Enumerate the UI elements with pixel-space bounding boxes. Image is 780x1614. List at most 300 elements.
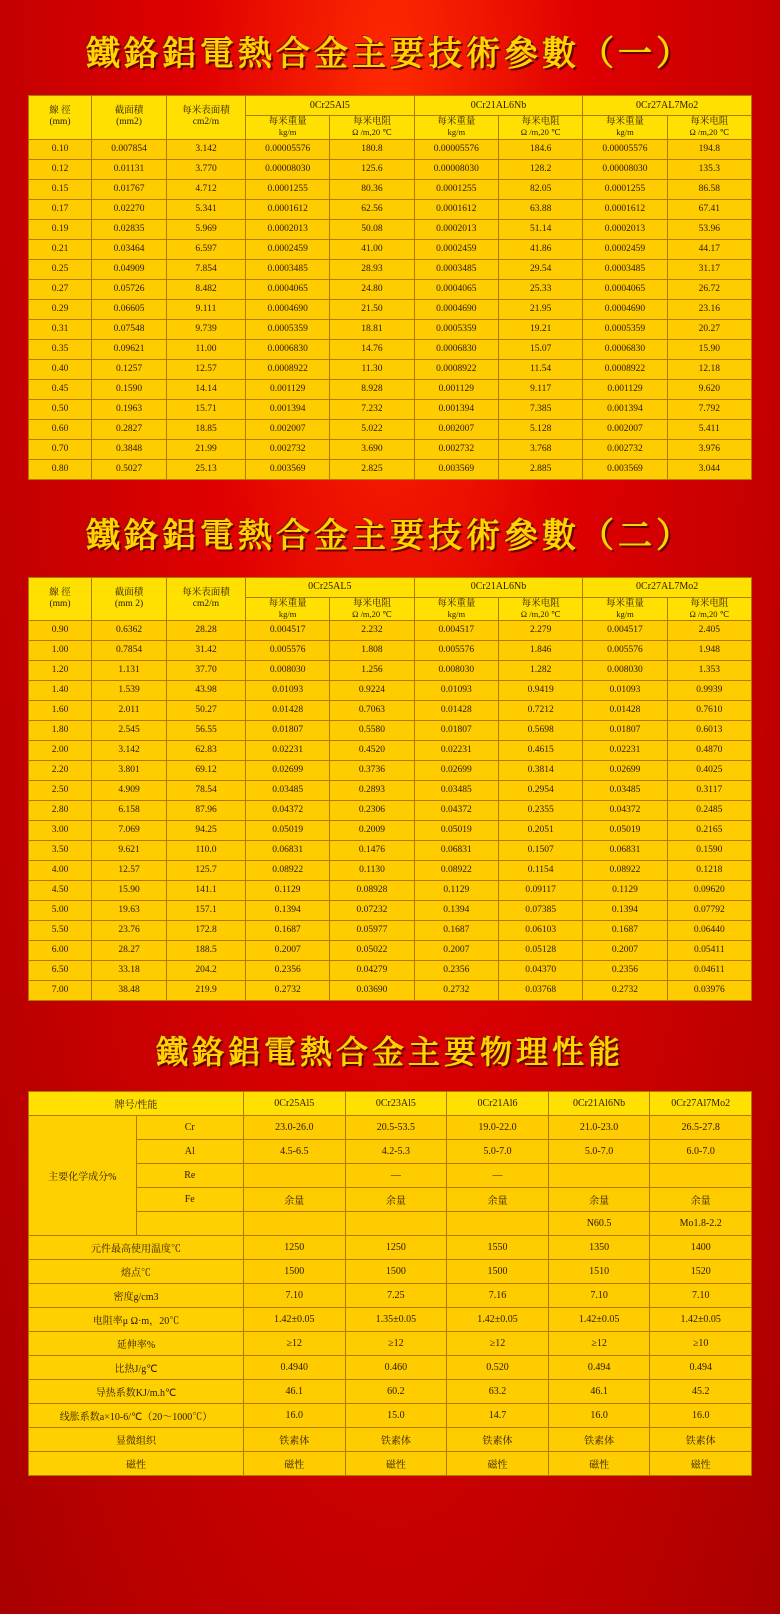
table-cell: 铁素体	[345, 1428, 447, 1452]
table-cell: 铁素体	[548, 1428, 650, 1452]
table-cell: 31.42	[167, 641, 246, 661]
col-surface: 每米表面積 cm2/m	[167, 96, 246, 140]
table-cell: 4.5-6.5	[244, 1140, 346, 1164]
table-cell: 0.01131	[92, 159, 167, 179]
table-cell: 0.008030	[246, 661, 330, 681]
table-cell: 0.1687	[583, 921, 667, 941]
table-cell: 0.03690	[330, 981, 414, 1001]
table-cell: 78.54	[167, 781, 246, 801]
table-cell: 0.2007	[583, 941, 667, 961]
table-cell: 0.5580	[330, 721, 414, 741]
table-cell: 0.02231	[414, 741, 498, 761]
table-cell: 0.06605	[92, 299, 167, 319]
table-cell: 磁性	[244, 1452, 346, 1476]
col-area: 截面積 (mm2)	[92, 96, 167, 140]
col-group-alloy-3: 0Cr27AL7Mo2	[583, 96, 752, 116]
table-cell: 0.60	[29, 419, 92, 439]
table-cell: 0.1394	[246, 901, 330, 921]
table-cell: 0.05977	[330, 921, 414, 941]
table-cell: 0.01428	[414, 701, 498, 721]
table-cell: 1500	[244, 1260, 346, 1284]
table-cell: 11.30	[330, 359, 414, 379]
table-cell: 46.1	[548, 1380, 650, 1404]
table-cell: 0.2732	[414, 981, 498, 1001]
table-cell: 5.0-7.0	[548, 1140, 650, 1164]
table-cell: 1.131	[92, 661, 167, 681]
table-cell: 53.96	[667, 219, 751, 239]
table-cell: 1510	[548, 1260, 650, 1284]
table-cell: 2.885	[498, 459, 582, 479]
table-cell: 0.007854	[92, 139, 167, 159]
table-cell: 2.232	[330, 621, 414, 641]
table-cell: 0.07232	[330, 901, 414, 921]
table-cell: —	[345, 1164, 447, 1188]
table-cell: 余量	[345, 1188, 447, 1212]
table-cell: 157.1	[167, 901, 246, 921]
table-cell: 128.2	[498, 159, 582, 179]
table-row	[29, 1380, 752, 1404]
table-cell: 110.0	[167, 841, 246, 861]
table-cell: 184.6	[498, 139, 582, 159]
table-cell: 0.01807	[414, 721, 498, 741]
table-cell: 1550	[447, 1236, 549, 1260]
table-cell: 0.1687	[246, 921, 330, 941]
col-group-alloy-1: 0Cr25AL5	[246, 577, 415, 597]
table-cell: 0.5698	[498, 721, 582, 741]
phys-col-1: 0Cr25Al5	[244, 1092, 346, 1116]
table-row	[29, 419, 752, 439]
table-cell: 0.002007	[583, 419, 667, 439]
table-cell: 14.76	[330, 339, 414, 359]
table-row	[29, 1308, 752, 1332]
table-cell: 69.12	[167, 761, 246, 781]
table-cell: 0.05128	[498, 941, 582, 961]
table-cell: 铁素体	[447, 1428, 549, 1452]
table-row	[29, 139, 752, 159]
table-cell: 3.044	[667, 459, 751, 479]
table-cell: 16.0	[548, 1404, 650, 1428]
table-cell: 0.02270	[92, 199, 167, 219]
table-cell: 28.28	[167, 621, 246, 641]
table-cell: 0.2356	[583, 961, 667, 981]
table-cell: 0.2306	[330, 801, 414, 821]
table-cell: 0.0005359	[583, 319, 667, 339]
table-cell: 21.0-23.0	[548, 1116, 650, 1140]
table-cell: 0.008030	[414, 661, 498, 681]
table-cell: 194.8	[667, 139, 751, 159]
table-row	[29, 821, 752, 841]
table-cell: 0.1476	[330, 841, 414, 861]
table-cell: 0.4870	[667, 741, 751, 761]
table-cell: 0.0006830	[246, 339, 330, 359]
table-cell: 0.02699	[246, 761, 330, 781]
table-cell: 15.71	[167, 399, 246, 419]
table-cell: 1.20	[29, 661, 92, 681]
table-cell: 3.00	[29, 821, 92, 841]
table-cell: 15.07	[498, 339, 582, 359]
table-cell: 0.7854	[92, 641, 167, 661]
table-cell: 0.1129	[246, 881, 330, 901]
table-cell: 0.520	[447, 1356, 549, 1380]
table-cell: 0.09621	[92, 339, 167, 359]
table-cell: 0.06440	[667, 921, 751, 941]
table-cell: 19.21	[498, 319, 582, 339]
table-cell: 2.011	[92, 701, 167, 721]
table-header-row-top	[29, 96, 752, 116]
table-cell: 0.0006830	[414, 339, 498, 359]
page-title-table2: 鐵鉻鋁電熱合金主要技術參數（二）	[86, 515, 694, 556]
table-cell: 50.08	[330, 219, 414, 239]
table-cell: 1.80	[29, 721, 92, 741]
table-cell: 31.17	[667, 259, 751, 279]
phys-col-5: 0Cr27Al7Mo2	[650, 1092, 752, 1116]
table-cell: Mo1.8-2.2	[650, 1212, 752, 1236]
table-cell: 51.14	[498, 219, 582, 239]
table-cell: 80.36	[330, 179, 414, 199]
table-cell: 7.00	[29, 981, 92, 1001]
table-cell: 0.460	[345, 1356, 447, 1380]
table-cell: 0.08928	[330, 881, 414, 901]
table-cell: 19.63	[92, 901, 167, 921]
table-cell: 37.70	[167, 661, 246, 681]
table-cell: 0.00005576	[246, 139, 330, 159]
table-cell: 8.482	[167, 279, 246, 299]
table-cell: 1.42±0.05	[548, 1308, 650, 1332]
table-row	[29, 279, 752, 299]
wire-table-2-body	[29, 621, 752, 1001]
table-cell: 7.10	[548, 1284, 650, 1308]
table-cell: 0.0003485	[583, 259, 667, 279]
table-cell: 0.03976	[667, 981, 751, 1001]
table-cell: 0.1590	[92, 379, 167, 399]
table-row	[29, 1116, 752, 1140]
table-cell: 7.792	[667, 399, 751, 419]
table-row	[29, 179, 752, 199]
table-cell: 0.07548	[92, 319, 167, 339]
table-cell: 6.50	[29, 961, 92, 981]
col-weight-2: 每米重量 kg/m	[414, 597, 498, 621]
table-cell: 20.27	[667, 319, 751, 339]
table-cell: 0.0003485	[414, 259, 498, 279]
bottom-spacer	[0, 1476, 780, 1494]
table-cell: 0.001129	[414, 379, 498, 399]
table-row	[29, 439, 752, 459]
table-cell: 1.60	[29, 701, 92, 721]
table-cell: 0.3848	[92, 439, 167, 459]
table-cell: 16.0	[650, 1404, 752, 1428]
wire-table-1-body	[29, 139, 752, 479]
table-cell: 0.08922	[583, 861, 667, 881]
table-cell: 0.003569	[414, 459, 498, 479]
table-cell: 0.02231	[583, 741, 667, 761]
table-cell: 2.80	[29, 801, 92, 821]
wire-table-1	[28, 95, 752, 480]
table-cell: 5.969	[167, 219, 246, 239]
phys-property-label: 元件最高使用温度℃	[29, 1236, 244, 1260]
table-cell: 1.00	[29, 641, 92, 661]
table-cell: 7.854	[167, 259, 246, 279]
phys-property-label: 导热系数KJ/m.h℃	[29, 1380, 244, 1404]
table-cell: 0.1590	[667, 841, 751, 861]
table-row	[29, 399, 752, 419]
col-surface: 每米表面積 cm2/m	[167, 577, 246, 621]
table-cell: 0.001129	[246, 379, 330, 399]
physical-properties-table	[28, 1091, 752, 1476]
table-cell: 0.04909	[92, 259, 167, 279]
table-cell: 0.01093	[583, 681, 667, 701]
table-cell: 0.0008922	[414, 359, 498, 379]
table-cell: 6.0-7.0	[650, 1140, 752, 1164]
table-row	[29, 459, 752, 479]
table-cell: 19.0-22.0	[447, 1116, 549, 1140]
table-cell: 5.00	[29, 901, 92, 921]
phys-corner-header: 牌号/性能	[29, 1092, 244, 1116]
table-cell: 0.00008030	[246, 159, 330, 179]
table-cell: 63.88	[498, 199, 582, 219]
table-cell: 0.494	[548, 1356, 650, 1380]
table-cell: 3.801	[92, 761, 167, 781]
table-cell: 3.142	[167, 139, 246, 159]
table-cell: 4.50	[29, 881, 92, 901]
col-weight-1: 每米重量 kg/m	[246, 116, 330, 140]
table-cell: 0.25	[29, 259, 92, 279]
table-row	[29, 239, 752, 259]
table-cell: 4.712	[167, 179, 246, 199]
table-cell: 0.70	[29, 439, 92, 459]
table-cell	[244, 1164, 346, 1188]
table-cell: 38.48	[92, 981, 167, 1001]
table-cell: 0.01767	[92, 179, 167, 199]
table-row	[29, 219, 752, 239]
table-cell: 0.03485	[583, 781, 667, 801]
wire-table-2	[28, 577, 752, 1002]
table-row	[29, 861, 752, 881]
col-resist-3: 每米电阻 Ω /m,20 ℃	[667, 116, 751, 140]
table-cell: 3.50	[29, 841, 92, 861]
table-cell: 1500	[447, 1260, 549, 1284]
table-cell: 2.405	[667, 621, 751, 641]
table-cell: 0.0008922	[583, 359, 667, 379]
table-cell: 23.16	[667, 299, 751, 319]
table-cell: 0.1687	[414, 921, 498, 941]
table-cell: 180.8	[330, 139, 414, 159]
table-cell: 15.90	[92, 881, 167, 901]
table-cell: 0.9419	[498, 681, 582, 701]
table-cell: 87.96	[167, 801, 246, 821]
table-row	[29, 641, 752, 661]
wire-table-2-head	[29, 577, 752, 621]
table-cell: 0.03485	[246, 781, 330, 801]
table-cell: 0.002732	[583, 439, 667, 459]
table-cell: 24.80	[330, 279, 414, 299]
table-cell: 0.00008030	[414, 159, 498, 179]
table-cell: 135.3	[667, 159, 751, 179]
table-cell: 4.909	[92, 781, 167, 801]
table-cell: 0.0001255	[414, 179, 498, 199]
table-cell: 188.5	[167, 941, 246, 961]
phys-element-label: Cr	[136, 1116, 244, 1140]
table-row	[29, 681, 752, 701]
table-cell: 15.0	[345, 1404, 447, 1428]
table-cell: 0.6013	[667, 721, 751, 741]
table-cell: 0.0004065	[583, 279, 667, 299]
phys-col-4: 0Cr21Al6Nb	[548, 1092, 650, 1116]
table-cell: 0.2893	[330, 781, 414, 801]
table-cell: 9.620	[667, 379, 751, 399]
table-cell: 1.42±0.05	[447, 1308, 549, 1332]
table-cell: 0.004517	[583, 621, 667, 641]
table-cell: 1.42±0.05	[650, 1308, 752, 1332]
table-row	[29, 781, 752, 801]
table-cell: 0.1963	[92, 399, 167, 419]
table-row	[29, 1284, 752, 1308]
table-cell: —	[447, 1164, 549, 1188]
table-cell: 0.06103	[498, 921, 582, 941]
col-weight-3: 每米重量 kg/m	[583, 597, 667, 621]
table-cell: 20.5-53.5	[345, 1116, 447, 1140]
table-cell: 0.07385	[498, 901, 582, 921]
phys-property-label: 熔点℃	[29, 1260, 244, 1284]
table-cell: 磁性	[650, 1452, 752, 1476]
table-cell: 0.1394	[414, 901, 498, 921]
table-cell: 2.825	[330, 459, 414, 479]
table-cell: 0.005576	[414, 641, 498, 661]
table-cell: 0.2051	[498, 821, 582, 841]
table-cell: 0.494	[650, 1356, 752, 1380]
table-cell: 1.846	[498, 641, 582, 661]
table-cell: 11.00	[167, 339, 246, 359]
table-cell: 3.770	[167, 159, 246, 179]
table-cell: ≥10	[650, 1332, 752, 1356]
table-cell: 0.08922	[246, 861, 330, 881]
table-row	[29, 379, 752, 399]
phys-property-label: 密度g/cm3	[29, 1284, 244, 1308]
page-title-table1: 鐵鉻鋁電熱合金主要技術參數（一）	[86, 34, 694, 74]
table-row	[29, 801, 752, 821]
table-cell: 7.10	[650, 1284, 752, 1308]
table-cell: 0.3814	[498, 761, 582, 781]
table-cell: 4.00	[29, 861, 92, 881]
table-cell: 0.4940	[244, 1356, 346, 1380]
table-cell: 0.05019	[414, 821, 498, 841]
table-cell: 0.005576	[246, 641, 330, 661]
table-cell: 0.03485	[414, 781, 498, 801]
table-cell: 1350	[548, 1236, 650, 1260]
table-cell: 25.13	[167, 459, 246, 479]
table-cell: 0.02835	[92, 219, 167, 239]
table-cell: N60.5	[548, 1212, 650, 1236]
table-row	[29, 1404, 752, 1428]
table-cell: 余量	[244, 1188, 346, 1212]
table-cell: 5.022	[330, 419, 414, 439]
table-cell: 2.50	[29, 781, 92, 801]
table-cell: 9.117	[498, 379, 582, 399]
table-cell: 0.17	[29, 199, 92, 219]
col-group-alloy-1: 0Cr25Al5	[246, 96, 415, 116]
table-cell: ≥12	[548, 1332, 650, 1356]
phys-property-label: 线胀系数a×10-6/℃（20～1000℃）	[29, 1404, 244, 1428]
table-cell	[650, 1164, 752, 1188]
table-cell: 0.001394	[414, 399, 498, 419]
col-resist-1: 每米电阻 Ω /m,20 ℃	[330, 116, 414, 140]
table-cell: 2.545	[92, 721, 167, 741]
table-cell: 0.05411	[667, 941, 751, 961]
table-cell: 0.09117	[498, 881, 582, 901]
table-cell: 125.7	[167, 861, 246, 881]
table-cell: 0.003569	[583, 459, 667, 479]
table-cell: 3.690	[330, 439, 414, 459]
table-cell: 0.9939	[667, 681, 751, 701]
table-row	[29, 881, 752, 901]
table-cell: 3.768	[498, 439, 582, 459]
col-diameter: 線 徑 (mm)	[29, 96, 92, 140]
table-cell: 0.0001255	[583, 179, 667, 199]
table-cell: 82.05	[498, 179, 582, 199]
table-cell: 23.76	[92, 921, 167, 941]
phys-col-3: 0Cr21Al6	[447, 1092, 549, 1116]
table-cell: 43.98	[167, 681, 246, 701]
table-cell: 2.00	[29, 741, 92, 761]
phys-element-label-blank	[136, 1212, 244, 1236]
table-cell: 0.0004065	[414, 279, 498, 299]
table-cell: 56.55	[167, 721, 246, 741]
table-cell: 0.02231	[246, 741, 330, 761]
table-cell: 0.1218	[667, 861, 751, 881]
col-weight-2: 每米重量 kg/m	[414, 116, 498, 140]
table-cell: 0.4025	[667, 761, 751, 781]
table-cell: 1.539	[92, 681, 167, 701]
table-cell: 50.27	[167, 701, 246, 721]
table-row	[29, 1164, 752, 1188]
table-cell: 1500	[345, 1260, 447, 1284]
table-cell: 0.0002459	[246, 239, 330, 259]
phys-property-label: 延伸率%	[29, 1332, 244, 1356]
table-cell: 0.01428	[246, 701, 330, 721]
table-cell: 0.0005359	[246, 319, 330, 339]
table-cell: 0.09620	[667, 881, 751, 901]
table-cell: 7.10	[244, 1284, 346, 1308]
table-cell: 0.4520	[330, 741, 414, 761]
table-cell: 0.2356	[246, 961, 330, 981]
table-cell: 0.001394	[246, 399, 330, 419]
col-resist-1: 每米电阻 Ω /m,20 ℃	[330, 597, 414, 621]
table-cell: 0.0004690	[246, 299, 330, 319]
table-cell: 2.20	[29, 761, 92, 781]
table-cell: 0.2485	[667, 801, 751, 821]
table-cell: 14.7	[447, 1404, 549, 1428]
table-row	[29, 1236, 752, 1260]
phys-col-2: 0Cr23Al5	[345, 1092, 447, 1116]
table-cell: 5.341	[167, 199, 246, 219]
table-cell: 铁素体	[244, 1428, 346, 1452]
table-cell: 0.27	[29, 279, 92, 299]
table-cell: 5.411	[667, 419, 751, 439]
table-cell: 0.31	[29, 319, 92, 339]
table-cell: 0.07792	[667, 901, 751, 921]
table-cell: 0.02699	[414, 761, 498, 781]
table-cell: 1250	[345, 1236, 447, 1260]
table-cell: 铁素体	[650, 1428, 752, 1452]
table-cell: 16.0	[244, 1404, 346, 1428]
table-cell: 磁性	[447, 1452, 549, 1476]
table-cell: 0.2732	[246, 981, 330, 1001]
table-cell: ≥12	[244, 1332, 346, 1356]
table-row	[29, 741, 752, 761]
table-row	[29, 259, 752, 279]
table-cell: 0.1394	[583, 901, 667, 921]
table-row	[29, 1428, 752, 1452]
table-cell: 0.2732	[583, 981, 667, 1001]
